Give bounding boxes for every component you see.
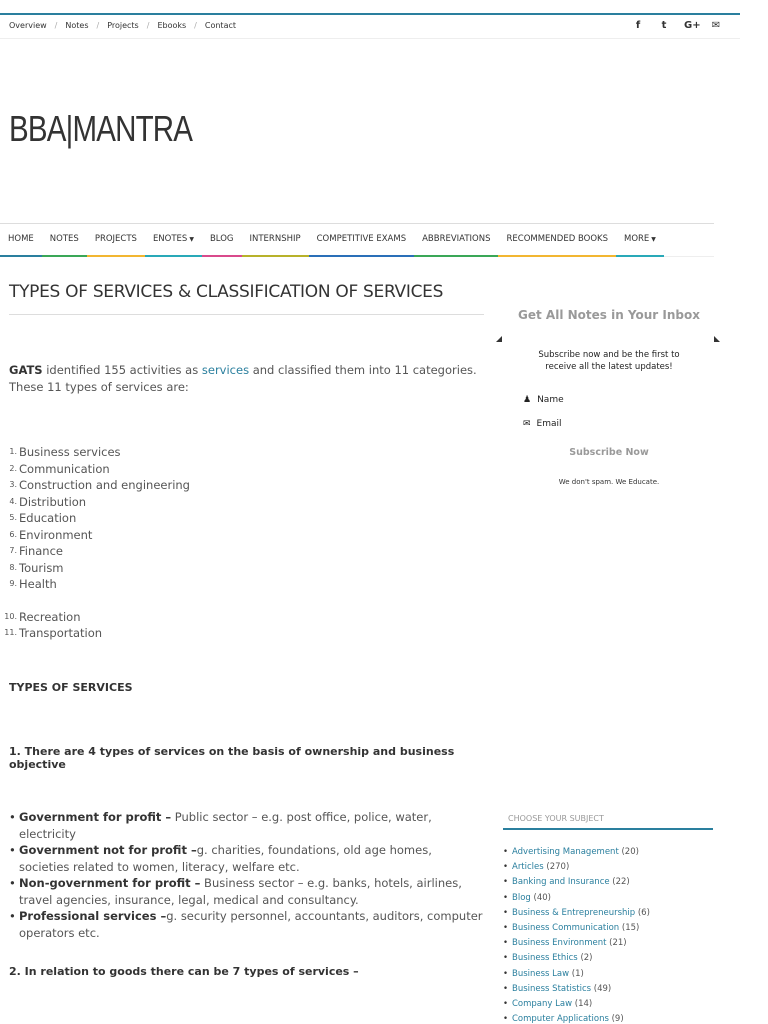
list-item (503, 891, 650, 906)
corner-right-icon (714, 336, 720, 342)
subject-link[interactable]: Banking and Insurance (512, 877, 610, 888)
list-item (0, 527, 190, 544)
heading-goods: 2. In relation to goods there can be 7 types of services – (9, 965, 359, 978)
subscribe-box (503, 336, 715, 506)
topnav-ebooks[interactable]: Ebooks (157, 21, 187, 30)
nav-abbreviations[interactable] (414, 224, 498, 257)
list-text: Environment (19, 527, 93, 542)
list-item (503, 967, 650, 982)
nav-competitive-exams[interactable] (309, 224, 414, 257)
topnav-notes[interactable]: Notes (65, 21, 89, 30)
list-item (503, 845, 650, 860)
list-number: 2. (9, 463, 17, 473)
list-item (0, 543, 190, 560)
social-links (632, 20, 722, 31)
breadcrumb-separator: / (54, 21, 58, 30)
list-text: Distribution (19, 494, 87, 509)
subject-count: (15) (621, 923, 640, 934)
list-number: 7. (9, 546, 17, 555)
nav-enotes[interactable] (145, 224, 202, 257)
list-number: 4. (9, 496, 17, 506)
ownership-list (9, 809, 484, 941)
twitter-icon[interactable]: t (661, 20, 667, 31)
nav-label: RECOMMENDED BOOKS (506, 234, 608, 244)
list-item (503, 921, 650, 936)
topnav-overview[interactable]: Overview (9, 21, 47, 30)
email-label: Email (536, 419, 562, 429)
nav-underline (414, 255, 498, 257)
topnav-projects[interactable]: Projects (107, 21, 139, 30)
heading-ownership: 1. There are 4 types of services on the basis of ownership and business objective (9, 745, 455, 771)
subject-link[interactable]: Business Law (512, 968, 570, 979)
nav-underline (87, 255, 145, 257)
nav-blog[interactable] (202, 224, 242, 257)
breadcrumb-separator: / (96, 21, 100, 30)
list-item (0, 560, 190, 577)
top-nav (9, 21, 236, 30)
subject-link[interactable]: Business Environment (512, 938, 607, 949)
bullet-text: g. charities, foundations, old age homes, societies related to women, literacy, welfare etc. (19, 843, 432, 874)
list-item (503, 1012, 650, 1024)
list-item (503, 906, 650, 921)
subject-count: (1) (571, 968, 584, 979)
nav-label: NOTES (49, 234, 79, 244)
nav-underline (42, 255, 87, 257)
list-number: 6. (9, 529, 17, 539)
bullet-term: Government not for profit – (19, 843, 197, 857)
list-item (503, 997, 650, 1012)
top-bar (0, 13, 740, 39)
subjects-title: CHOOSE YOUR SUBJECT (503, 814, 713, 830)
nav-notes[interactable] (42, 224, 87, 257)
subscribe-title: Get All Notes in Your Inbox (518, 308, 700, 322)
nav-recommended-books[interactable] (498, 224, 616, 257)
subject-link[interactable]: Business Statistics (512, 983, 592, 994)
list-text: Finance (19, 544, 63, 558)
main-nav (0, 223, 714, 257)
list-text: Education (19, 511, 77, 525)
list-item (0, 494, 190, 511)
list-item (0, 609, 190, 626)
caret-down-icon: ▼ (189, 236, 194, 243)
page-title: TYPES OF SERVICES & CLASSIFICATION OF SERVICES (9, 282, 484, 315)
nav-projects[interactable] (87, 224, 145, 257)
intro-text-2: and classified them into 11 categories. These 11 types of services are: (9, 363, 477, 394)
list-item (0, 461, 190, 478)
subject-count: (20) (621, 847, 639, 857)
list-number: 8. (9, 562, 17, 572)
subject-count: (2) (580, 953, 593, 964)
nav-underline (498, 255, 616, 257)
list-item (503, 951, 650, 966)
facebook-icon[interactable]: f (635, 20, 641, 31)
bullet-text: g. security personnel, accountants, auditors, computer operators etc. (19, 909, 483, 940)
subscribe-widget (503, 300, 715, 506)
nav-home[interactable] (0, 224, 42, 257)
subscribe-description: Subscribe now and be the first to receive all the latest updates! (538, 350, 680, 372)
nav-label: PROJECTS (94, 234, 137, 244)
subject-count: (14) (574, 999, 593, 1010)
list-item (0, 576, 190, 593)
site-logo[interactable]: BBA|MANTRA (9, 108, 193, 149)
services-list (0, 444, 190, 642)
intro-paragraph (9, 362, 484, 396)
services-link[interactable]: services (201, 363, 250, 377)
list-item (0, 510, 190, 527)
subject-count: (22) (612, 877, 630, 888)
nav-underline (616, 255, 664, 257)
mail-icon[interactable]: ✉ (711, 20, 721, 31)
list-item (9, 908, 484, 941)
subject-count: (49) (593, 983, 612, 994)
subject-link[interactable]: Business Communication (512, 923, 620, 934)
bullet-term: Professional services – (19, 909, 167, 923)
bullet-term: Government for profit – (19, 810, 172, 824)
subscribe-button[interactable]: Subscribe Now (503, 447, 715, 458)
list-text: Transportation (19, 626, 103, 640)
list-text: Recreation (19, 609, 81, 624)
list-number: 11. (4, 628, 17, 637)
subject-link[interactable]: Company Law (512, 999, 573, 1010)
nav-label: HOME (8, 234, 34, 244)
subject-count: (270) (546, 862, 570, 873)
spam-note: We don't spam. We Educate. (558, 478, 660, 486)
nav-label: ABBREVIATIONS (422, 234, 491, 244)
nav-label: COMPETITIVE EXAMS (316, 234, 407, 244)
nav-underline (202, 255, 242, 257)
nav-label: INTERNSHIP (249, 234, 301, 244)
breadcrumb-separator: / (194, 21, 197, 30)
subject-count: (21) (609, 938, 627, 949)
list-text: Tourism (19, 560, 64, 575)
list-text: Business services (19, 445, 121, 459)
list-item (503, 982, 650, 997)
list-item (0, 625, 190, 642)
nav-underline (242, 255, 309, 257)
list-item (0, 444, 190, 461)
list-text: Communication (19, 461, 110, 476)
article (4, 282, 484, 978)
list-item (9, 842, 484, 875)
subject-link[interactable]: Blog (512, 892, 531, 903)
list-text: Construction and engineering (19, 478, 190, 492)
corner-left-icon (496, 336, 502, 342)
breadcrumb-separator: / (146, 21, 150, 30)
nav-label: ENOTES (152, 234, 188, 244)
list-item (503, 936, 650, 951)
list-number: 3. (9, 480, 17, 489)
nav-underline (0, 255, 42, 257)
subject-link[interactable]: Business Ethics (512, 953, 578, 964)
nav-more[interactable] (616, 224, 664, 257)
subjects-list (503, 845, 650, 1024)
subject-link[interactable]: Business & Entrepreneurship (512, 907, 636, 918)
subject-link[interactable]: Computer Applications (512, 1014, 609, 1024)
bullet-text: Public sector – e.g. post office, police, water, electricity (19, 810, 432, 841)
list-item (9, 809, 484, 842)
subject-count: (6) (637, 907, 650, 918)
nav-label: BLOG (209, 234, 234, 244)
envelope-icon: ✉ (523, 419, 531, 429)
nav-underline (145, 255, 202, 257)
subject-link[interactable]: Advertising Management (512, 847, 619, 857)
bullet-term: Non-government for profit – (19, 876, 201, 890)
caret-down-icon: ▼ (651, 236, 656, 243)
nav-underline (309, 255, 414, 257)
subject-count: (40) (533, 892, 551, 903)
intro-bold: GATS (9, 363, 43, 377)
list-text: Health (19, 577, 57, 591)
list-item (503, 875, 650, 890)
list-number: 9. (9, 579, 17, 588)
list-item (503, 860, 650, 875)
bullet-text: Business sector – e.g. banks, hotels, airlines, travel agencies, insurance, legal, medical and consultancy. (19, 876, 462, 907)
nav-internship[interactable] (242, 224, 309, 257)
topnav-contact[interactable]: Contact (204, 21, 236, 30)
subject-link[interactable]: Articles (512, 862, 544, 873)
list-number: 10. (4, 611, 17, 621)
list-number: 5. (9, 513, 17, 522)
nav-label: MORE (623, 234, 650, 244)
list-item (9, 875, 484, 908)
list-item (0, 477, 190, 494)
name-label: Name (537, 395, 564, 405)
name-field[interactable] (523, 395, 715, 405)
intro-text-1: identified 155 activities as (42, 363, 202, 377)
google-plus-icon[interactable]: G+ (684, 20, 701, 31)
user-icon: ♟ (523, 395, 532, 405)
heading-types: TYPES OF SERVICES (9, 681, 133, 694)
email-field[interactable] (523, 419, 715, 429)
list-number: 1. (9, 447, 17, 456)
subject-count: (9) (611, 1014, 624, 1024)
